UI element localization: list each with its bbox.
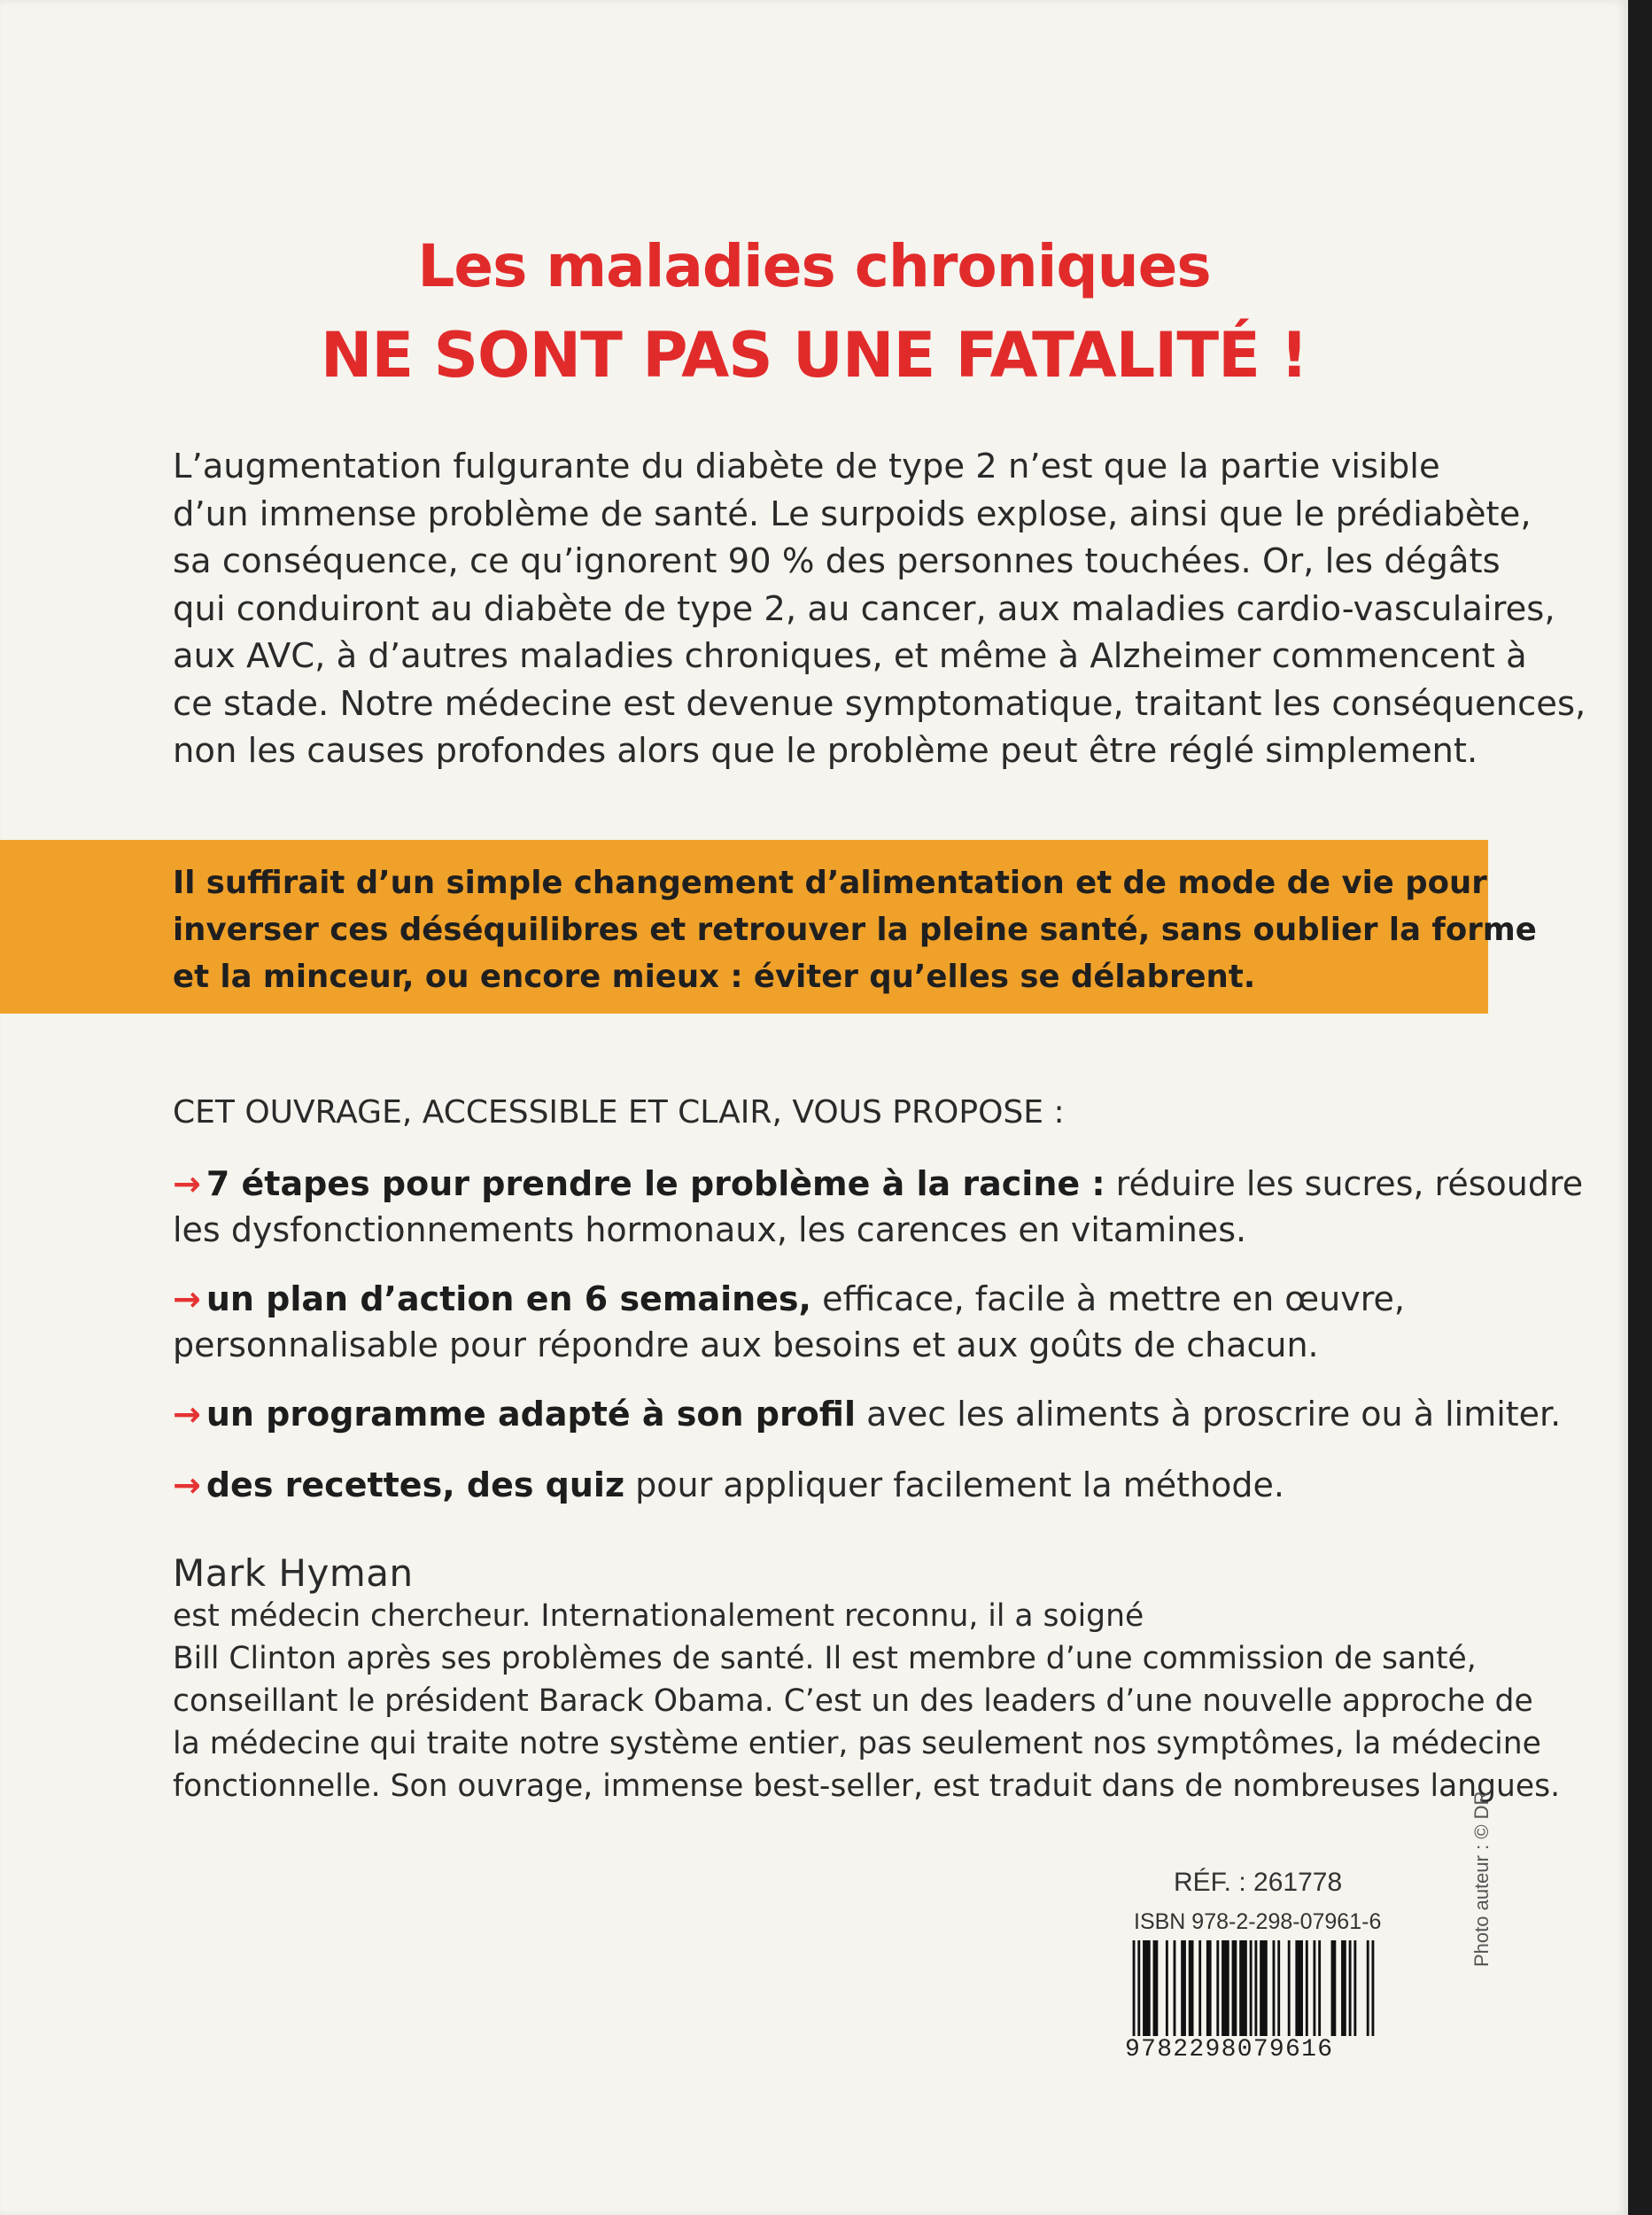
barcode-bar	[1372, 1940, 1375, 2036]
intro-line: aux AVC, à d’autres maladies chroniques, et même à Alzheimer commencent à	[173, 636, 1527, 676]
barcode-bar	[1306, 1940, 1308, 2036]
bullet-text: réduire les sucres, résoudre	[1105, 1164, 1584, 1203]
bullet-item	[173, 1391, 1562, 1437]
bullet-item	[173, 1161, 1584, 1253]
author-name: Mark Hyman	[173, 1551, 414, 1595]
bullet-bold-text: des recettes, des quiz	[206, 1465, 625, 1504]
author-bio-line: conseillant le président Barack Obama. C’est un des leaders d’une nouvelle approche de	[173, 1683, 1533, 1719]
barcode-bar	[1313, 1940, 1315, 2036]
barcode-bar	[1331, 1940, 1337, 2036]
barcode-bar	[1254, 1940, 1257, 2036]
right-arrow-icon: →	[173, 1465, 201, 1504]
barcode-bar	[1295, 1940, 1303, 2036]
photo-credit: Photo auteur : © DR	[1470, 1791, 1493, 1967]
barcode-bar	[1250, 1940, 1253, 2036]
barcode-bar	[1273, 1940, 1276, 2036]
bullet-line	[173, 1391, 1562, 1437]
bullet-line: les dysfonctionnements hormonaux, les carences en vitamines.	[173, 1210, 1247, 1249]
bullet-text: efficace, facile à mettre en œuvre,	[810, 1279, 1405, 1318]
barcode-digits: 9782298079616	[1125, 2036, 1334, 2063]
barcode-bar	[1216, 1940, 1219, 2036]
intro-line: L’augmentation fulgurante du diabète de type 2 n’est que la partie visible	[173, 447, 1440, 486]
barcode-bar	[1174, 1940, 1176, 2036]
barcode-bar	[1232, 1940, 1237, 2036]
barcode-bar	[1189, 1940, 1194, 2036]
author-bio-line: la médecine qui traite notre système entier, pas seulement nos symptômes, la médecine	[173, 1726, 1541, 1761]
author-bio-line	[173, 1552, 1457, 1637]
barcode-bar	[1341, 1940, 1346, 2036]
barcode-bar	[1143, 1940, 1151, 2036]
bullet-bold-text: un programme adapté à son profil	[206, 1395, 856, 1434]
author-bio-line: fonctionnelle. Son ouvrage, immense best-seller, est traduit dans de nombreuses langues.	[173, 1768, 1561, 1804]
bullet-bold-text: un plan d’action en 6 semaines,	[206, 1279, 811, 1318]
right-arrow-icon: →	[173, 1395, 201, 1434]
barcode-bar	[1137, 1940, 1140, 2036]
barcode-bar	[1288, 1940, 1291, 2036]
author-bio	[173, 1551, 1561, 1807]
bullet-line: personnalisable pour répondre aux besoins et aux goûts de chacun.	[173, 1325, 1319, 1364]
barcode-bar	[1353, 1940, 1356, 2036]
bullet-item	[173, 1462, 1457, 1508]
bullet-bold-text: 7 étapes pour prendre le problème à la racine :	[206, 1164, 1105, 1203]
bullet-text: avec les aliments à proscrire ou à limiter.	[855, 1395, 1562, 1434]
barcode-bar	[1206, 1940, 1212, 2036]
headline-line-2: NE SONT PAS UNE FATALITÉ !	[320, 319, 1308, 392]
barcode	[1125, 1940, 1382, 2036]
headline-line-1: Les maladies chroniques	[417, 232, 1211, 300]
bullet-line	[173, 1161, 1584, 1207]
isbn-label: ISBN 978-2-298-07961-6	[1134, 1909, 1382, 1934]
author-bio-line: Bill Clinton après ses problèmes de santé. Il est membre d’une commission de santé,	[173, 1641, 1477, 1676]
callout-line: Il suffirait d’un simple changement d’alimentation et de mode de vie pour	[173, 865, 1487, 901]
callout-band	[0, 840, 1537, 1014]
barcode-bar	[1181, 1940, 1186, 2036]
intro-line: non les causes profondes alors que le problème peut être réglé simplement.	[173, 731, 1478, 771]
barcode-bar	[1318, 1940, 1321, 2036]
barcode-bar	[1222, 1940, 1229, 2036]
barcode-bar	[1349, 1940, 1352, 2036]
barcode-bar	[1198, 1940, 1201, 2036]
offer-heading: CET OUVRAGE, ACCESSIBLE ET CLAIR, VOUS PROPOSE :	[173, 1094, 1065, 1131]
bullet-text: pour appliquer facilement la méthode.	[624, 1465, 1284, 1504]
barcode-bar	[1239, 1940, 1247, 2036]
callout-text	[173, 859, 1537, 1000]
reference-number: RÉF. : 261778	[1174, 1868, 1343, 1897]
intro-line: qui conduiront au diabète de type 2, au cancer, aux maladies cardio-vasculaires,	[173, 588, 1555, 629]
intro-line: ce stade. Notre médecine est devenue symptomatique, traitant les conséquences,	[173, 683, 1586, 724]
bullet-item	[173, 1276, 1457, 1368]
barcode-bar	[1133, 1940, 1136, 2036]
barcode-bar	[1153, 1940, 1159, 2036]
barcode-bar	[1277, 1940, 1280, 2036]
callout-line: et la minceur, ou encore mieux : éviter qu’elles se délabrent.	[173, 959, 1256, 995]
bullet-line	[173, 1276, 1457, 1322]
callout-line: inverser ces déséquilibres et retrouver la pleine santé, sans oublier la forme	[173, 912, 1537, 948]
barcode-bar	[1367, 1940, 1369, 2036]
bullet-line	[173, 1462, 1457, 1508]
intro-paragraph	[173, 443, 1586, 775]
intro-line: sa conséquence, ce qu’ignorent 90 % des personnes touchées. Or, les dégâts	[173, 541, 1501, 581]
intro-line: d’un immense problème de santé. Le surpoids explose, ainsi que le prédiabète,	[173, 494, 1532, 534]
right-arrow-icon: →	[173, 1164, 201, 1203]
right-arrow-icon: →	[173, 1279, 201, 1318]
barcode-bar	[1166, 1940, 1168, 2036]
barcode-bar	[1260, 1940, 1268, 2036]
author-bio-text: est médecin chercheur. Internationalement reconnu, il a soigné	[173, 1598, 1144, 1634]
